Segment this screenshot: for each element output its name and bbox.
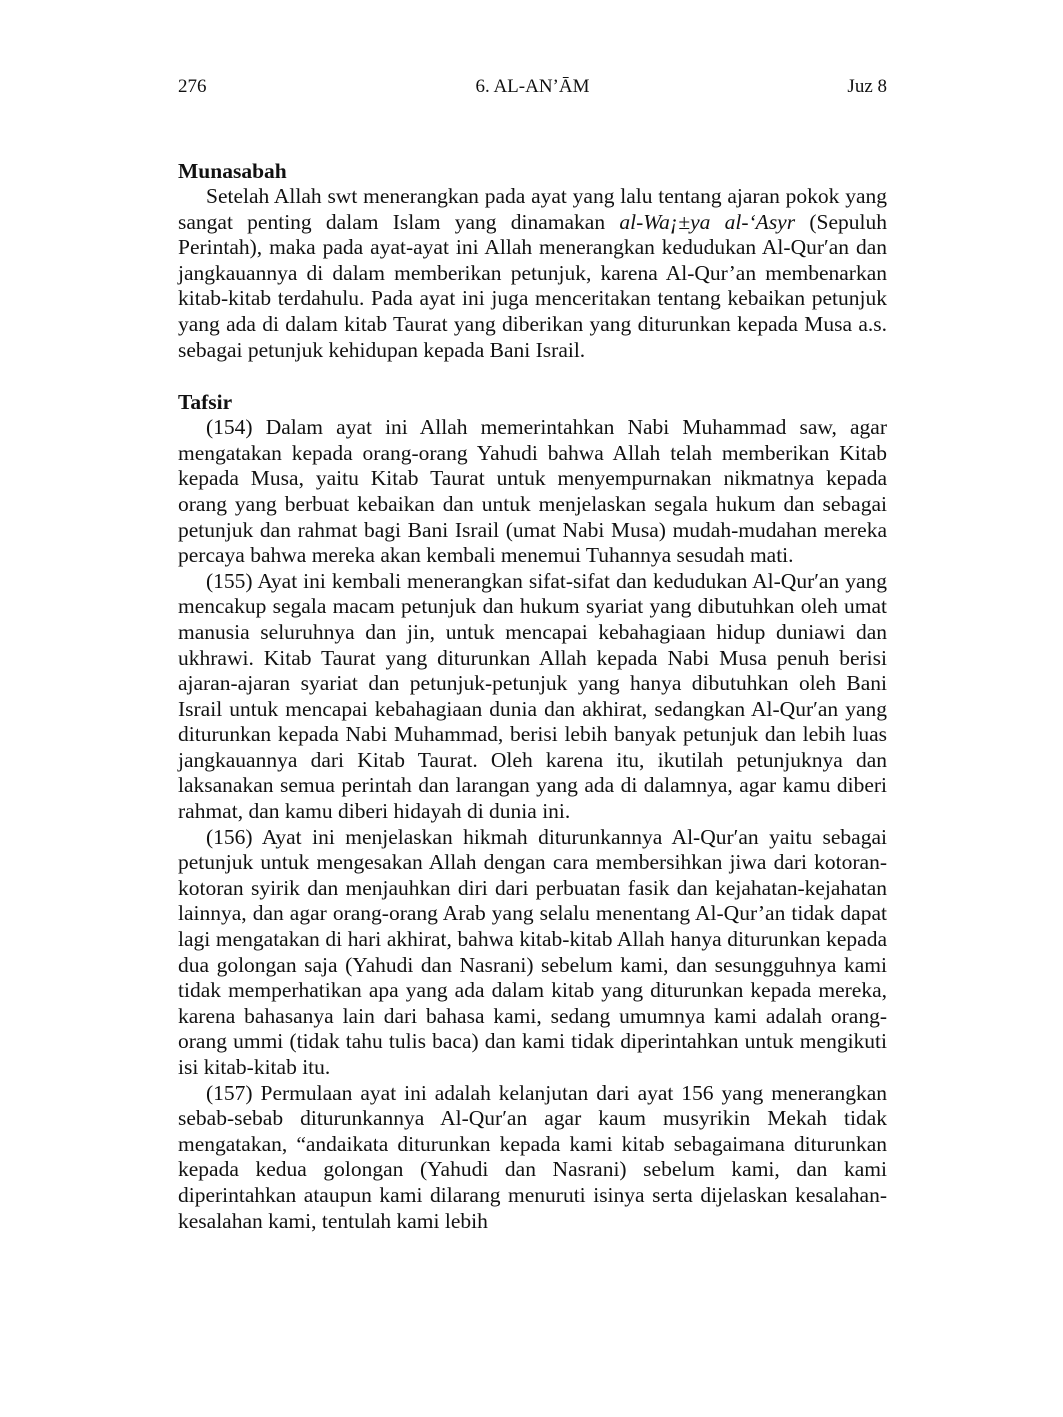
munasabah-italic-term: al-Wa¡±ya al-‘Asyr xyxy=(619,209,796,234)
page-header xyxy=(178,76,887,102)
tafsir-paragraph-154: (154) Dalam ayat ini Allah memerintahkan Nabi Muhammad saw, agar mengatakan kepada orang-orang Yahudi bahwa Allah telah memberikan Kitab kepada Musa, yaitu Kitab Taurat untuk menyempurnakan nikmatnya kepada orang yang berbuat kebaikan dan untuk menjelaskan segala hukum dan sebagai petunjuk dan rahmat bagi Bani Israil (umat Nabi Musa) mudah-mudahan mereka percaya bahwa mereka akan kembali menemui Tuhannya sesudah mati. xyxy=(178,415,887,568)
page-number: 276 xyxy=(178,76,207,97)
munasabah-paragraph xyxy=(178,184,887,363)
tafsir-paragraph-155: (155) Ayat ini kembali menerangkan sifat-sifat dan kedudukan Al-Qur′an yang mencakup segala macam petunjuk dan hukum syariat yang dibutuhkan oleh umat manusia seluruhnya dan jin, untuk mencapai kebahagiaan hidup duniawi dan ukhrawi. Kitab Taurat yang diturunkan Allah kepada Nabi Musa penuh berisi ajaran-ajaran syariat dan petunjuk-petunjuk yang hanya dibutuhkan oleh Bani Israil untuk mencapai kebahagiaan dunia dan akhirat, sedangkan Al-Qur′an yang diturunkan kepada Nabi Muhammad, berisi lebih banyak petunjuk dan lebih luas jangkauannya dari Kitab Taurat. Oleh karena itu, ikutilah petunjuknya dan laksanakan semua perintah dan larangan yang ada di dalamnya, agar kamu diberi rahmat, dan kamu diberi hidayah di dunia ini. xyxy=(178,568,887,824)
tafsir-paragraph-157: (157) Permulaan ayat ini adalah kelanjutan dari ayat 156 yang menerangkan sebab-sebab diturunkannya Al-Qur′an agar kaum musyrikin Mekah tidak mengatakan, “andaikata diturunkan kepada kami kitab sebagaimana diturunkan kepada kedua golongan (Yahudi dan Nasrani) sebelum kami, dan kami diperintahkan ataupun kami dilarang menuruti isinya serta dijelaskan kesalahan-kesalahan kami, tentulah kami lebih xyxy=(178,1080,887,1233)
tafsir-paragraph-156: (156) Ayat ini menjelaskan hikmah diturunkannya Al-Qur′an yaitu sebagai petunjuk untuk mengesakan Allah dengan cara membersihkan jiwa dari kotoran-kotoran syirik dan menjauhkan diri dari perbuatan fasik dan kejahatan-kejahatan lainnya, dan agar orang-orang Arab yang selalu menentang Al-Qur’an tidak dapat lagi mengatakan di hari akhirat, bahwa kitab-kitab Allah hanya diturunkan kepada dua golongan saja (Yahudi dan Nasrani) sebelum kami, dan sesungguhnya kami tidak memperhatikan apa yang ada dalam kitab yang diturunkan kepada mereka, karena bahasanya lain dari bahasa kami, sedang umumnya kami adalah orang-orang ummi (tidak tahu tulis baca) dan kami tidak diperintahkan untuk mengikuti isi kitab-kitab itu. xyxy=(178,824,887,1079)
munasabah-heading: Munasabah xyxy=(178,159,287,183)
munasabah-text-before: Setelah Allah swt menerangkan pada ayat yang lalu tentang ajaran pokok yang sangat penting dalam Islam yang dinamakan xyxy=(178,184,887,234)
munasabah-text-after: (Sepuluh Perintah), maka pada ayat-ayat ini Allah menerangkan kedudukan Al-Qur′an dan jangkauannya di dalam memberikan petunjuk, karena Al-Qur’an membenarkan kitab-kitab terdahulu. Pada ayat ini juga menceritakan tentang kebaikan petunjuk yang ada di dalam kitab Taurat yang diberikan yang diturunkan kepada Musa a.s. sebagai petunjuk kehidupan kepada Bani Israil. xyxy=(178,209,887,362)
surah-title: 6. AL-AN’ĀM xyxy=(475,76,590,97)
juz-label: Juz 8 xyxy=(847,76,887,97)
tafsir-heading: Tafsir xyxy=(178,390,233,415)
tafsir-section xyxy=(178,389,887,1234)
section-spacer xyxy=(178,363,887,389)
page-content xyxy=(178,158,887,1234)
munasabah-section xyxy=(178,158,887,363)
